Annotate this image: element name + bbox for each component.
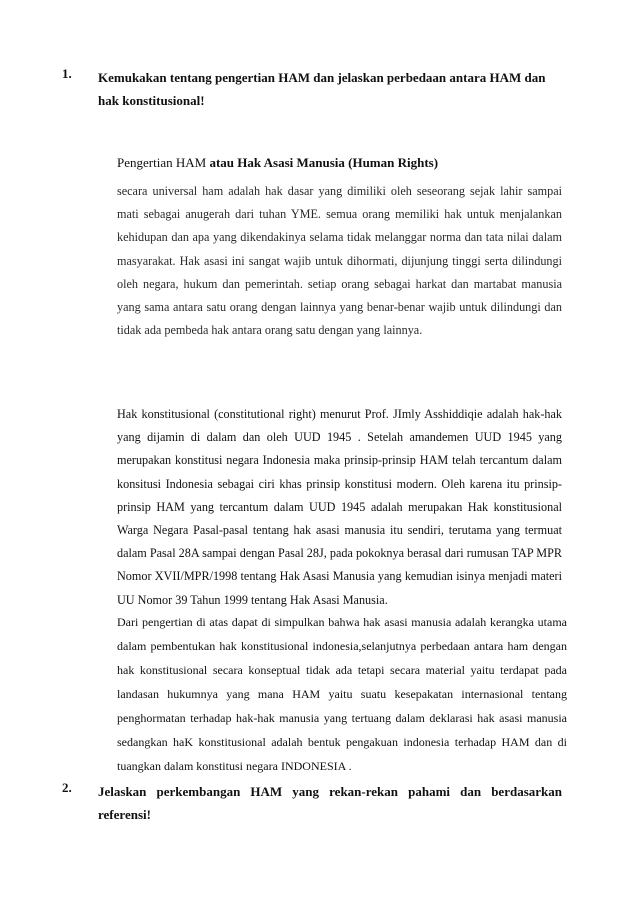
question-2-text: Jelaskan perkembangan HAM yang rekan-rekan pahami dan berdasarkan referensi! (98, 784, 562, 822)
section-subheading (117, 155, 438, 171)
paragraph-conclusion: Dari pengertian di atas dapat di simpulkan bahwa hak asasi manusia adalah kerangka utama dalam pembentukan hak konstitusional indonesia,selanjutnya perbedaan antara ham dengan hak konstitusional secara konseptual tidak ada tetapi secara material yaitu terdapat pada landasan hukumnya yang mana HAM yaitu suatu kesepakatan internasional tentang penghormatan terhadap hak-hak manusia yang tertuang dalam deklarasi hak asasi manusia sedangkan haK konstitusional adalah bentuk pengakuan indonesia terhadap HAM dan di tuangkan dalam konstitusi negara INDONESIA . (117, 615, 567, 773)
subheading-rest: atau Hak Asasi Manusia (Human Rights) (209, 155, 439, 170)
subheading-prefix: Pengertian HAM (117, 155, 207, 170)
question-2-number: 2. (62, 780, 72, 795)
question-1-text: Kemukakan tentang pengertian HAM dan jelaskan perbedaan antara HAM dan hak konstitusional! (98, 70, 546, 108)
question-1-number: 1. (62, 66, 72, 81)
paragraph-hak-konstitusional: Hak konstitusional (constitutional right) menurut Prof. JImly Asshiddiqie adalah hak-hak yang dijamin di dalam dan oleh UUD 1945 . Setelah amandemen UUD 1945 yang merupakan konstitusi negara Indonesia maka prinsip-prinsip HAM telah tercantum dalam konsitusi Indonesia sebagai ciri khas prinsip konstitusi modern. Oleh karena itu prinsip-prinsip HAM yang tercantum dalam UUD 1945 adalah merupakan Hak konstitusional Warga Negara Pasal-pasal tentang hak asasi manusia itu sendiri, terutama yang termuat dalam Pasal 28A sampai dengan Pasal 28J, pada pokoknya berasal dari rumusan TAP MPR Nomor XVII/MPR/1998 tentang Hak Asasi Manusia yang kemudian isinya menjadi materi UU Nomor 39 Tahun 1999 tentang Hak Asasi Manusia. (117, 407, 562, 607)
paragraph-ham-definition: secara universal ham adalah hak dasar yang dimiliki oleh seseorang sejak lahir sampai mati sebagai anugerah dari tuhan YME. semua orang memiliki hak untuk menjalankan kehidupan dan apa yang dikendakinya selama tidak melanggar norma dan tata nilai dalam masyarakat. Hak asasi ini sangat wajib untuk dihormati, dijunjung tinggi serta dilindungi oleh negara, hukum dan pemerintah. setiap orang sebagai harkat dan martabat manusia yang sama antara satu orang dengan lainnya yang benar-benar wajib untuk dilindungi dan tidak ada pembeda hak antara orang satu dengan yang lainnya. (117, 184, 562, 338)
